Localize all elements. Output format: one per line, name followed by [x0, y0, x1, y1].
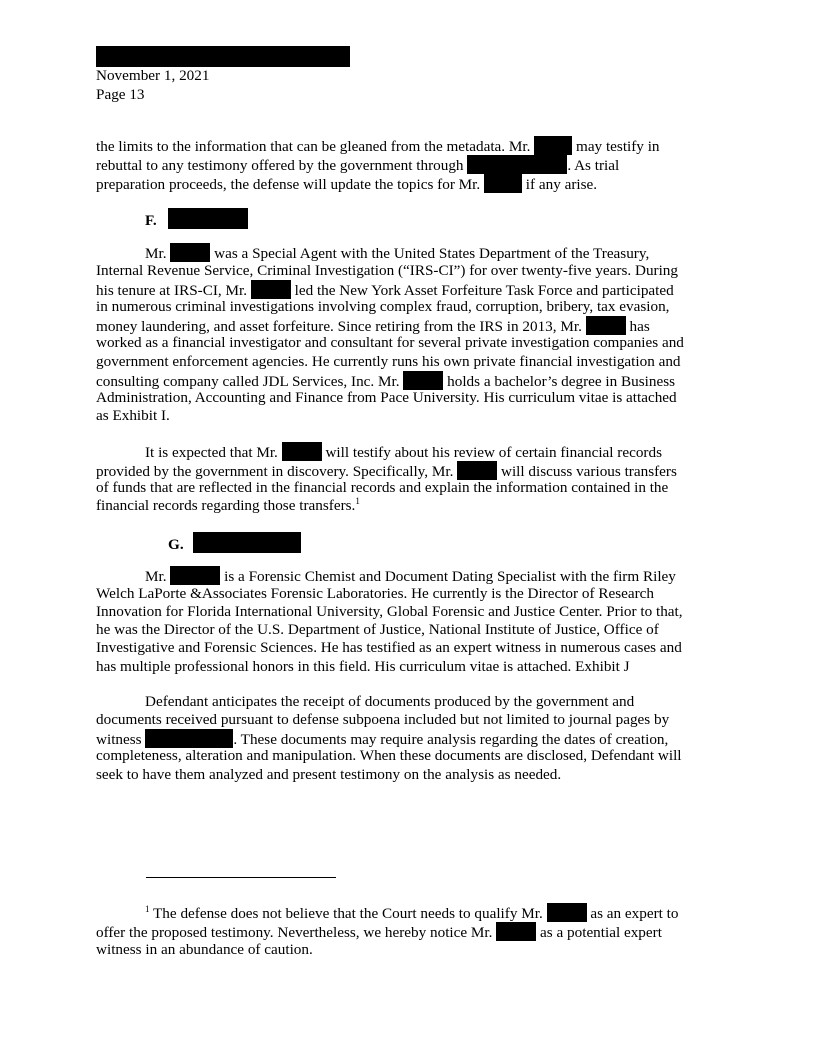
footnote-reference: 1	[355, 496, 360, 506]
paragraph-line: provided by the government in discovery. Specifically, Mr. will discuss various transfers	[96, 463, 677, 480]
paragraph-line: of funds that are reflected in the financial records and explain the information contained in the	[96, 479, 669, 496]
header-page: Page 13	[96, 86, 145, 103]
redaction-block	[168, 208, 248, 229]
redaction-block	[170, 566, 220, 585]
redaction-block	[457, 461, 497, 480]
footnote-number: 1	[145, 904, 150, 914]
redaction-block	[193, 532, 301, 553]
paragraph-line: he was the Director of the U.S. Department of Justice, National Institute of Justice, Office of	[96, 621, 659, 638]
paragraph-line: in numerous criminal investigations involving complex fraud, corruption, bribery, tax evasion,	[96, 298, 670, 315]
paragraph-line: worked as a financial investigator and consultant for several private investigation companies and	[96, 334, 684, 351]
paragraph-line: Mr. was a Special Agent with the United States Department of the Treasury,	[145, 245, 650, 262]
redaction-block	[467, 155, 567, 174]
redaction-block	[547, 903, 587, 922]
redaction-block	[496, 922, 536, 941]
paragraph-line: witness . These documents may require analysis regarding the dates of creation,	[96, 731, 669, 748]
paragraph-line: the limits to the information that can be gleaned from the metadata. Mr. may testify in	[96, 138, 660, 155]
paragraph-line: Administration, Accounting and Finance from Pace University. His curriculum vitae is attached	[96, 389, 677, 406]
footnote-line: witness in an abundance of caution.	[96, 941, 313, 958]
paragraph-line: It is expected that Mr. will testify about his review of certain financial records	[145, 444, 662, 461]
paragraph-line: completeness, alteration and manipulation. When these documents are disclosed, Defendant will	[96, 747, 682, 764]
redaction-block	[145, 729, 233, 748]
redaction-block	[484, 174, 522, 193]
paragraph-line: government enforcement agencies. He currently runs his own private financial investigation and	[96, 353, 681, 370]
paragraph-line: Defendant anticipates the receipt of documents produced by the government and	[145, 693, 635, 710]
paragraph-line: money laundering, and asset forfeiture. Since retiring from the IRS in 2013, Mr. has	[96, 318, 650, 335]
paragraph-line: seek to have them analyzed and present testimony on the analysis as needed.	[96, 766, 562, 783]
paragraph-line: Innovation for Florida International University, Global Forensic and Justice Center. Prior to that,	[96, 603, 683, 620]
paragraph-line: documents received pursuant to defense subpoena included but not limited to journal pages by	[96, 711, 670, 728]
paragraph-line: Welch LaPorte &Associates Forensic Laboratories. He currently is the Director of Research	[96, 585, 654, 602]
paragraph-line: as Exhibit I.	[96, 407, 170, 424]
paragraph-line: Mr. is a Forensic Chemist and Document Dating Specialist with the firm Riley	[145, 568, 676, 585]
section-heading-f: F.	[145, 208, 248, 230]
paragraph-line: has multiple professional honors in this field. His curriculum vitae is attached. Exhibit J	[96, 658, 630, 675]
paragraph-line: Investigative and Forensic Sciences. He has testified as an expert witness in numerous cases and	[96, 639, 682, 656]
paragraph-line: preparation proceeds, the defense will update the topics for Mr. if any arise.	[96, 176, 598, 193]
redaction-block	[403, 371, 443, 390]
paragraph-line: his tenure at IRS-CI, Mr. led the New York Asset Forfeiture Task Force and participated	[96, 282, 674, 299]
redaction-block	[586, 316, 626, 335]
section-heading-g: G.	[168, 532, 301, 554]
redaction-block	[251, 280, 291, 299]
paragraph-line: Internal Revenue Service, Criminal Investigation (“IRS-CI”) for over twenty-five years. During	[96, 262, 678, 279]
header-date: November 1, 2021	[96, 67, 210, 84]
header-redaction	[96, 46, 350, 67]
redaction-block	[170, 243, 210, 262]
redaction-block	[534, 136, 572, 155]
footnote-line: $^1$ The defense does not believe that the Court needs to qualify Mr. as an expert to	[145, 904, 679, 922]
paragraph-line: financial records regarding those transfers.$^1$	[96, 496, 360, 514]
footnote-line: offer the proposed testimony. Nevertheless, we hereby notice Mr. as a potential expert	[96, 924, 662, 941]
paragraph-line: consulting company called JDL Services, Inc. Mr. holds a bachelor’s degree in Business	[96, 373, 676, 390]
paragraph-line: rebuttal to any testimony offered by the government through . As trial	[96, 157, 620, 174]
redaction-block	[282, 442, 322, 461]
footnote-separator	[146, 877, 336, 878]
